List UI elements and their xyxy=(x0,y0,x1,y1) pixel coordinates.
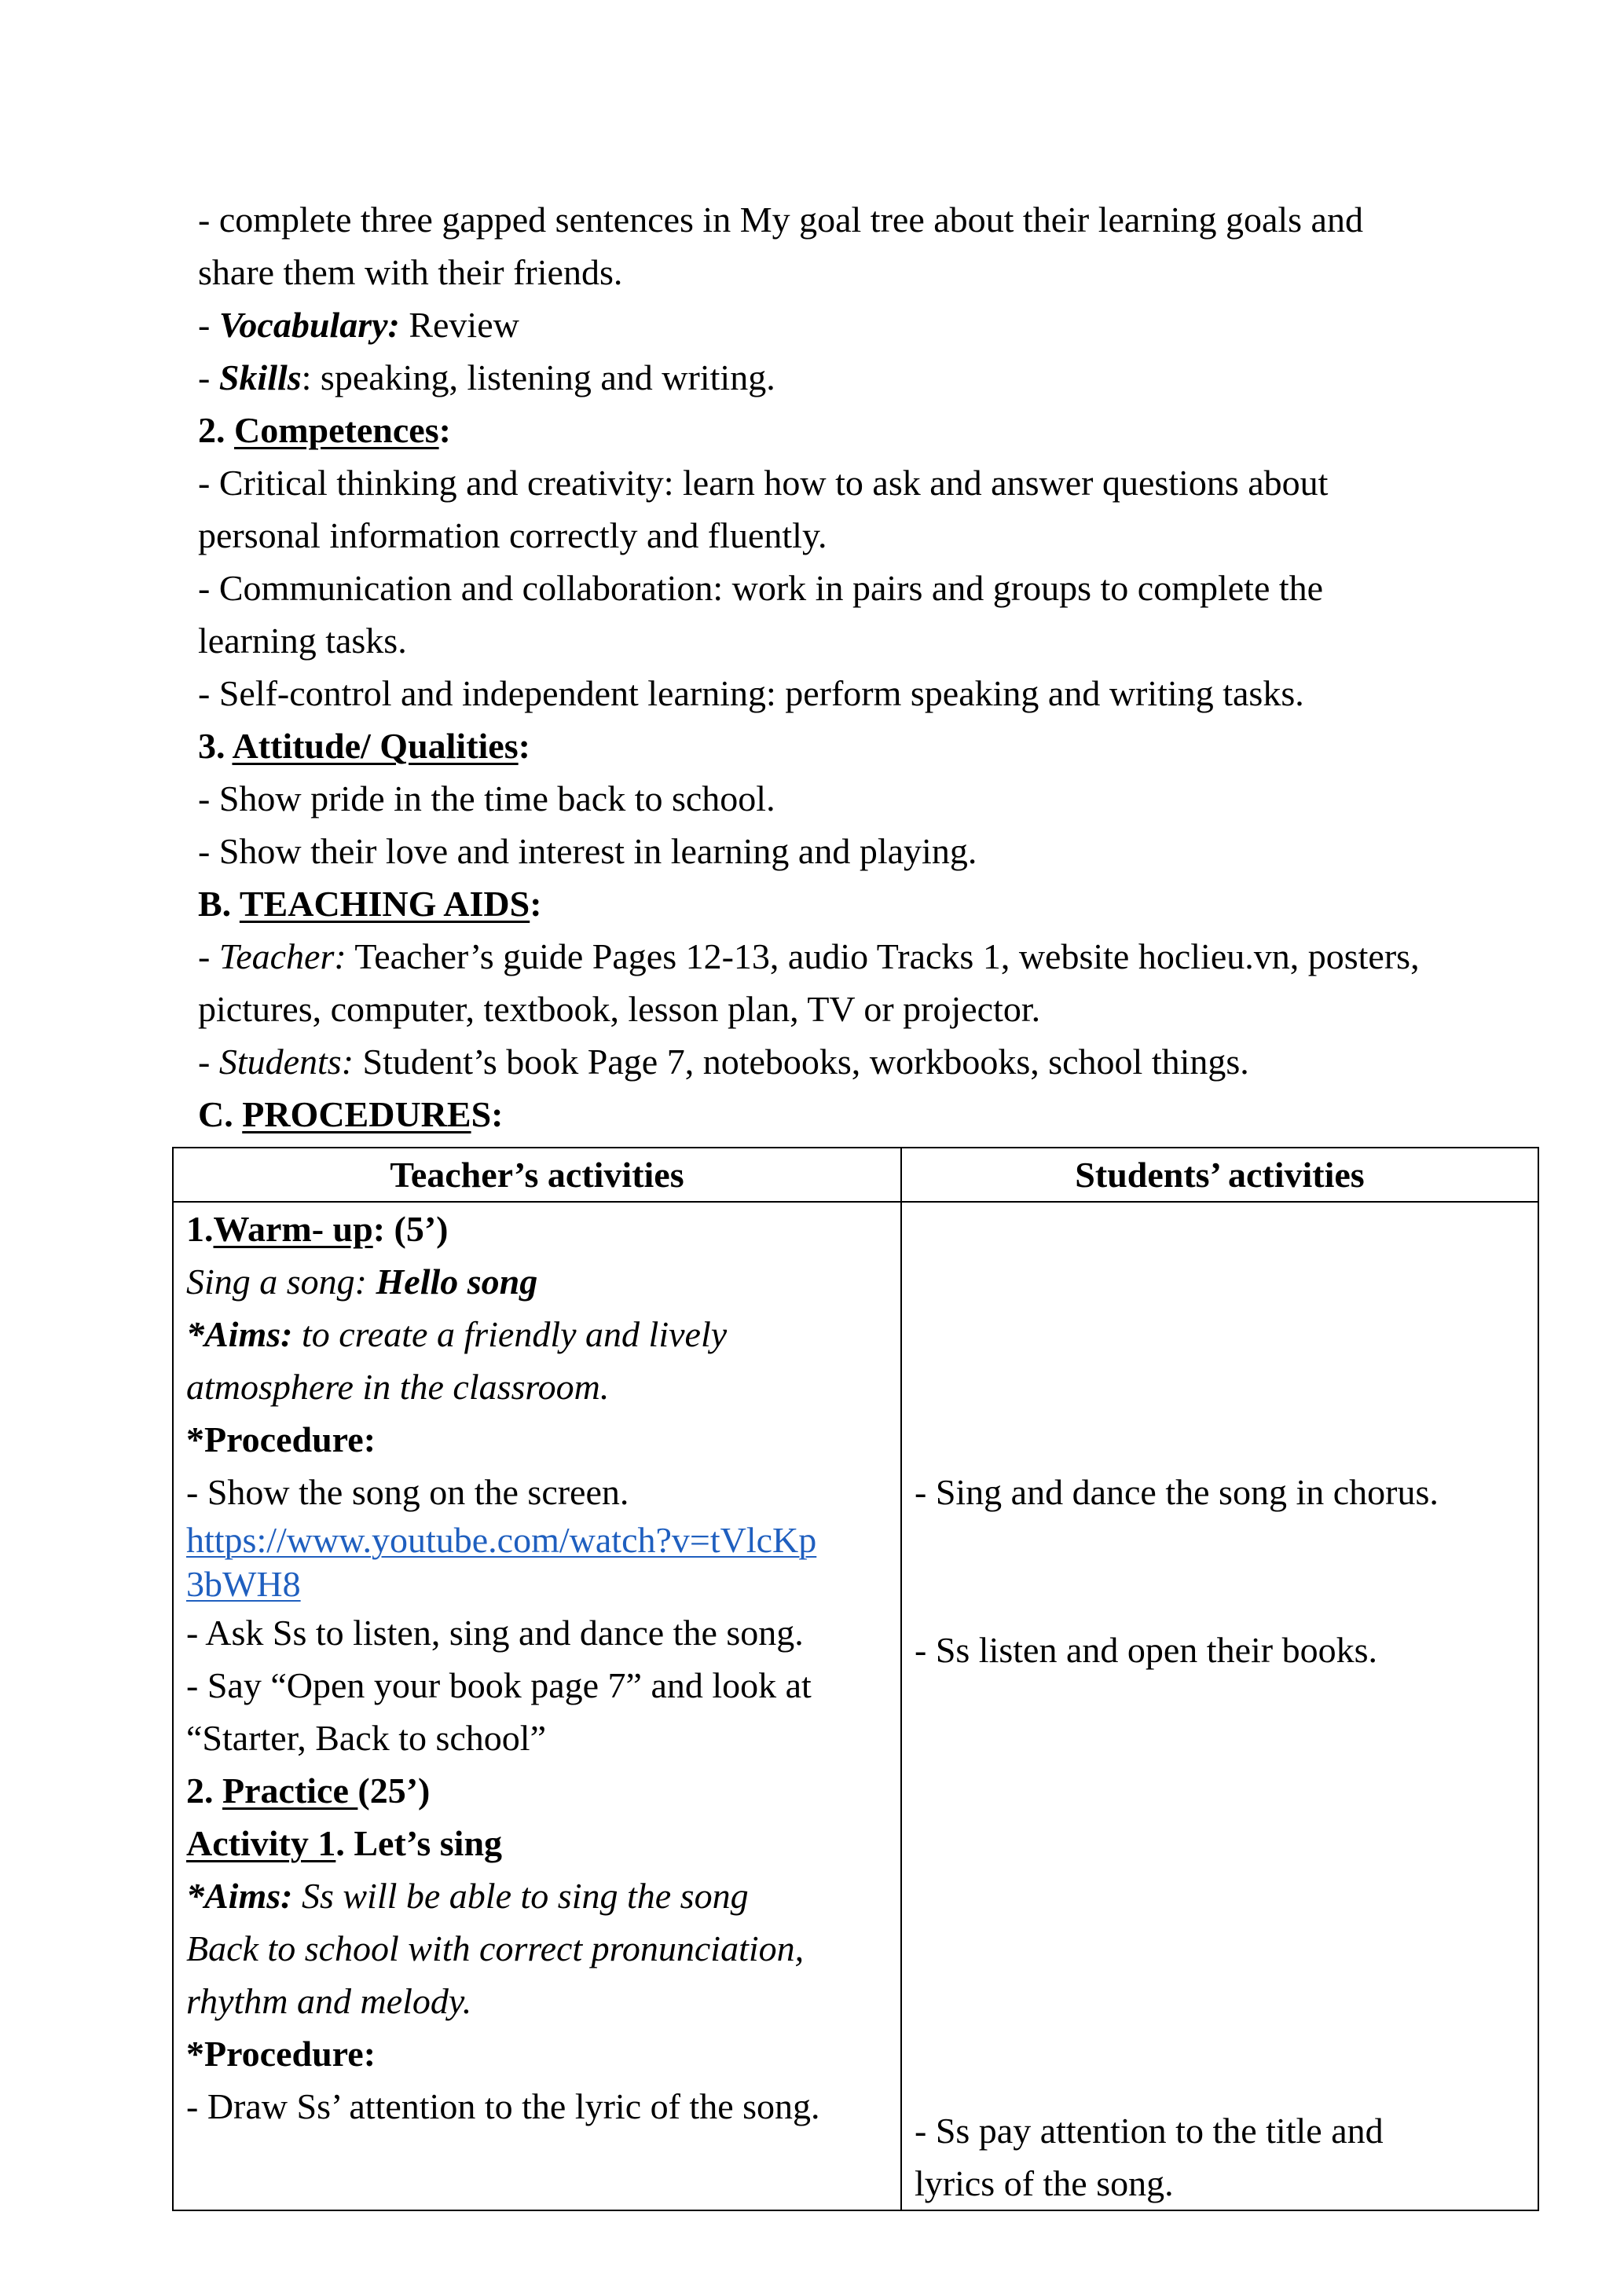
objective-line: - complete three gapped sentences in My goal tree about their learning goals and xyxy=(198,200,1363,240)
heading-colon: : xyxy=(438,410,451,450)
competence-line: - Self-control and independent learning: perform speaking and writing tasks. xyxy=(198,673,1304,713)
activity-title: Activity 1 xyxy=(186,1823,336,1863)
students-aids-line xyxy=(198,1038,1249,1086)
heading-number: 3. xyxy=(198,726,233,766)
attitude-line: - Show pride in the time back to school. xyxy=(198,778,775,818)
students-activities-header: Students’ activities xyxy=(901,1148,1538,1202)
song-line xyxy=(186,1255,888,1308)
skills-line xyxy=(198,354,775,401)
bullet: - xyxy=(198,936,219,976)
students-aids-text: Student’s book Page 7, notebooks, workbooks, school things. xyxy=(354,1042,1249,1082)
teacher-activities-cell xyxy=(173,1202,901,2210)
song-link-text[interactable]: https://www.youtube.com/watch?v=tVlcKp xyxy=(186,1520,817,1560)
students-label: Students: xyxy=(218,1042,354,1082)
heading-suffix: S: xyxy=(471,1094,504,1134)
aims-text: to create a friendly and lively xyxy=(301,1314,728,1354)
aims-label: *Aims: xyxy=(186,1876,293,1916)
teacher-step: “Starter, Back to school” xyxy=(186,1718,547,1758)
song-prefix: Sing a song: xyxy=(186,1262,376,1302)
activity-heading xyxy=(186,1817,888,1869)
teacher-aids-text: Teacher’s guide Pages 12-13, audio Tracks 1, website hoclieu.vn, posters, xyxy=(346,936,1420,976)
heading-title: TEACHING AIDS xyxy=(239,884,530,924)
aims-line: atmosphere in the classroom. xyxy=(186,1367,610,1407)
students-activities-cell xyxy=(901,1202,1538,2210)
table-header-row xyxy=(173,1148,1538,1202)
student-step: - Sing and dance the song in chorus. xyxy=(915,1472,1439,1512)
warmup-title: Warm- up xyxy=(213,1209,373,1249)
teacher-aids-line xyxy=(198,933,1420,980)
competences-heading xyxy=(198,407,451,454)
practice-time: (25’) xyxy=(357,1771,431,1811)
teacher-step: - Say “Open your book page 7” and look at xyxy=(186,1665,812,1705)
aims-line: rhythm and melody. xyxy=(186,1981,472,2021)
teacher-step: - Show the song on the screen. xyxy=(186,1472,629,1512)
table-row xyxy=(173,1202,1538,2210)
spacer xyxy=(915,1676,1525,2104)
aims-text: Ss will be able to sing the song xyxy=(292,1876,749,1916)
aims-line: Back to school with correct pronunciation, xyxy=(186,1928,805,1968)
heading-title: Competences xyxy=(234,410,439,450)
attitude-heading xyxy=(198,723,530,770)
heading-title: PROCEDURE xyxy=(242,1094,471,1134)
heading-number: B. xyxy=(198,884,240,924)
vocabulary-label: Vocabulary: xyxy=(218,305,400,345)
warmup-number: 1. xyxy=(186,1209,214,1249)
vocabulary-line xyxy=(198,302,519,349)
song-name: Hello song xyxy=(376,1262,538,1302)
skills-label: Skills xyxy=(218,357,302,397)
aims-line xyxy=(186,1869,888,1922)
attitude-line: - Show their love and interest in learning and playing. xyxy=(198,831,977,871)
bullet: - xyxy=(198,1042,219,1082)
warmup-heading xyxy=(186,1203,888,1255)
heading-number: C. xyxy=(198,1094,243,1134)
vocabulary-value: Review xyxy=(399,305,519,345)
song-link[interactable] xyxy=(186,1562,888,1606)
skills-value: : speaking, listening and writing. xyxy=(301,357,775,397)
practice-number: 2. xyxy=(186,1771,222,1811)
heading-title: Attitude/ Qualities xyxy=(232,726,519,766)
procedures-table xyxy=(172,1147,1539,2211)
teaching-aids-heading xyxy=(198,881,542,928)
competence-line: personal information correctly and fluently. xyxy=(198,515,827,555)
objective-line: share them with their friends. xyxy=(198,252,623,292)
heading-colon: : xyxy=(530,884,542,924)
bullet: - xyxy=(198,357,219,397)
song-link[interactable] xyxy=(186,1518,888,1562)
warmup-time: : (5’) xyxy=(372,1209,449,1249)
practice-heading xyxy=(186,1764,888,1817)
teacher-label: Teacher: xyxy=(218,936,346,976)
activity-name: . Let’s sing xyxy=(335,1823,503,1863)
student-step: - Ss pay attention to the title and xyxy=(915,2111,1384,2151)
competence-line: learning tasks. xyxy=(198,621,407,661)
bullet: - xyxy=(198,305,219,345)
procedures-heading xyxy=(198,1091,503,1138)
heading-number: 2. xyxy=(198,410,234,450)
spacer xyxy=(915,1518,1525,1624)
aims-line xyxy=(186,1308,888,1360)
student-step: lyrics of the song. xyxy=(915,2163,1174,2203)
competence-line: - Critical thinking and creativity: learn how to ask and answer questions about xyxy=(198,463,1329,503)
teacher-aids-line: pictures, computer, textbook, lesson plan, TV or projector. xyxy=(198,989,1041,1029)
song-link-text[interactable]: 3bWH8 xyxy=(186,1564,301,1604)
practice-title: Practice xyxy=(222,1771,358,1811)
procedure-label: *Procedure: xyxy=(186,1419,376,1459)
teacher-activities-header: Teacher’s activities xyxy=(173,1148,901,1202)
student-step: - Ss listen and open their books. xyxy=(915,1630,1377,1670)
procedure-label: *Procedure: xyxy=(186,2034,376,2074)
teacher-step: - Ask Ss to listen, sing and dance the song. xyxy=(186,1613,804,1653)
heading-colon: : xyxy=(518,726,530,766)
spacer xyxy=(915,1203,1525,1466)
aims-label: *Aims: xyxy=(186,1314,302,1354)
teacher-step: - Draw Ss’ attention to the lyric of the song. xyxy=(186,2086,820,2126)
competence-line: - Communication and collaboration: work in pairs and groups to complete the xyxy=(198,568,1324,608)
